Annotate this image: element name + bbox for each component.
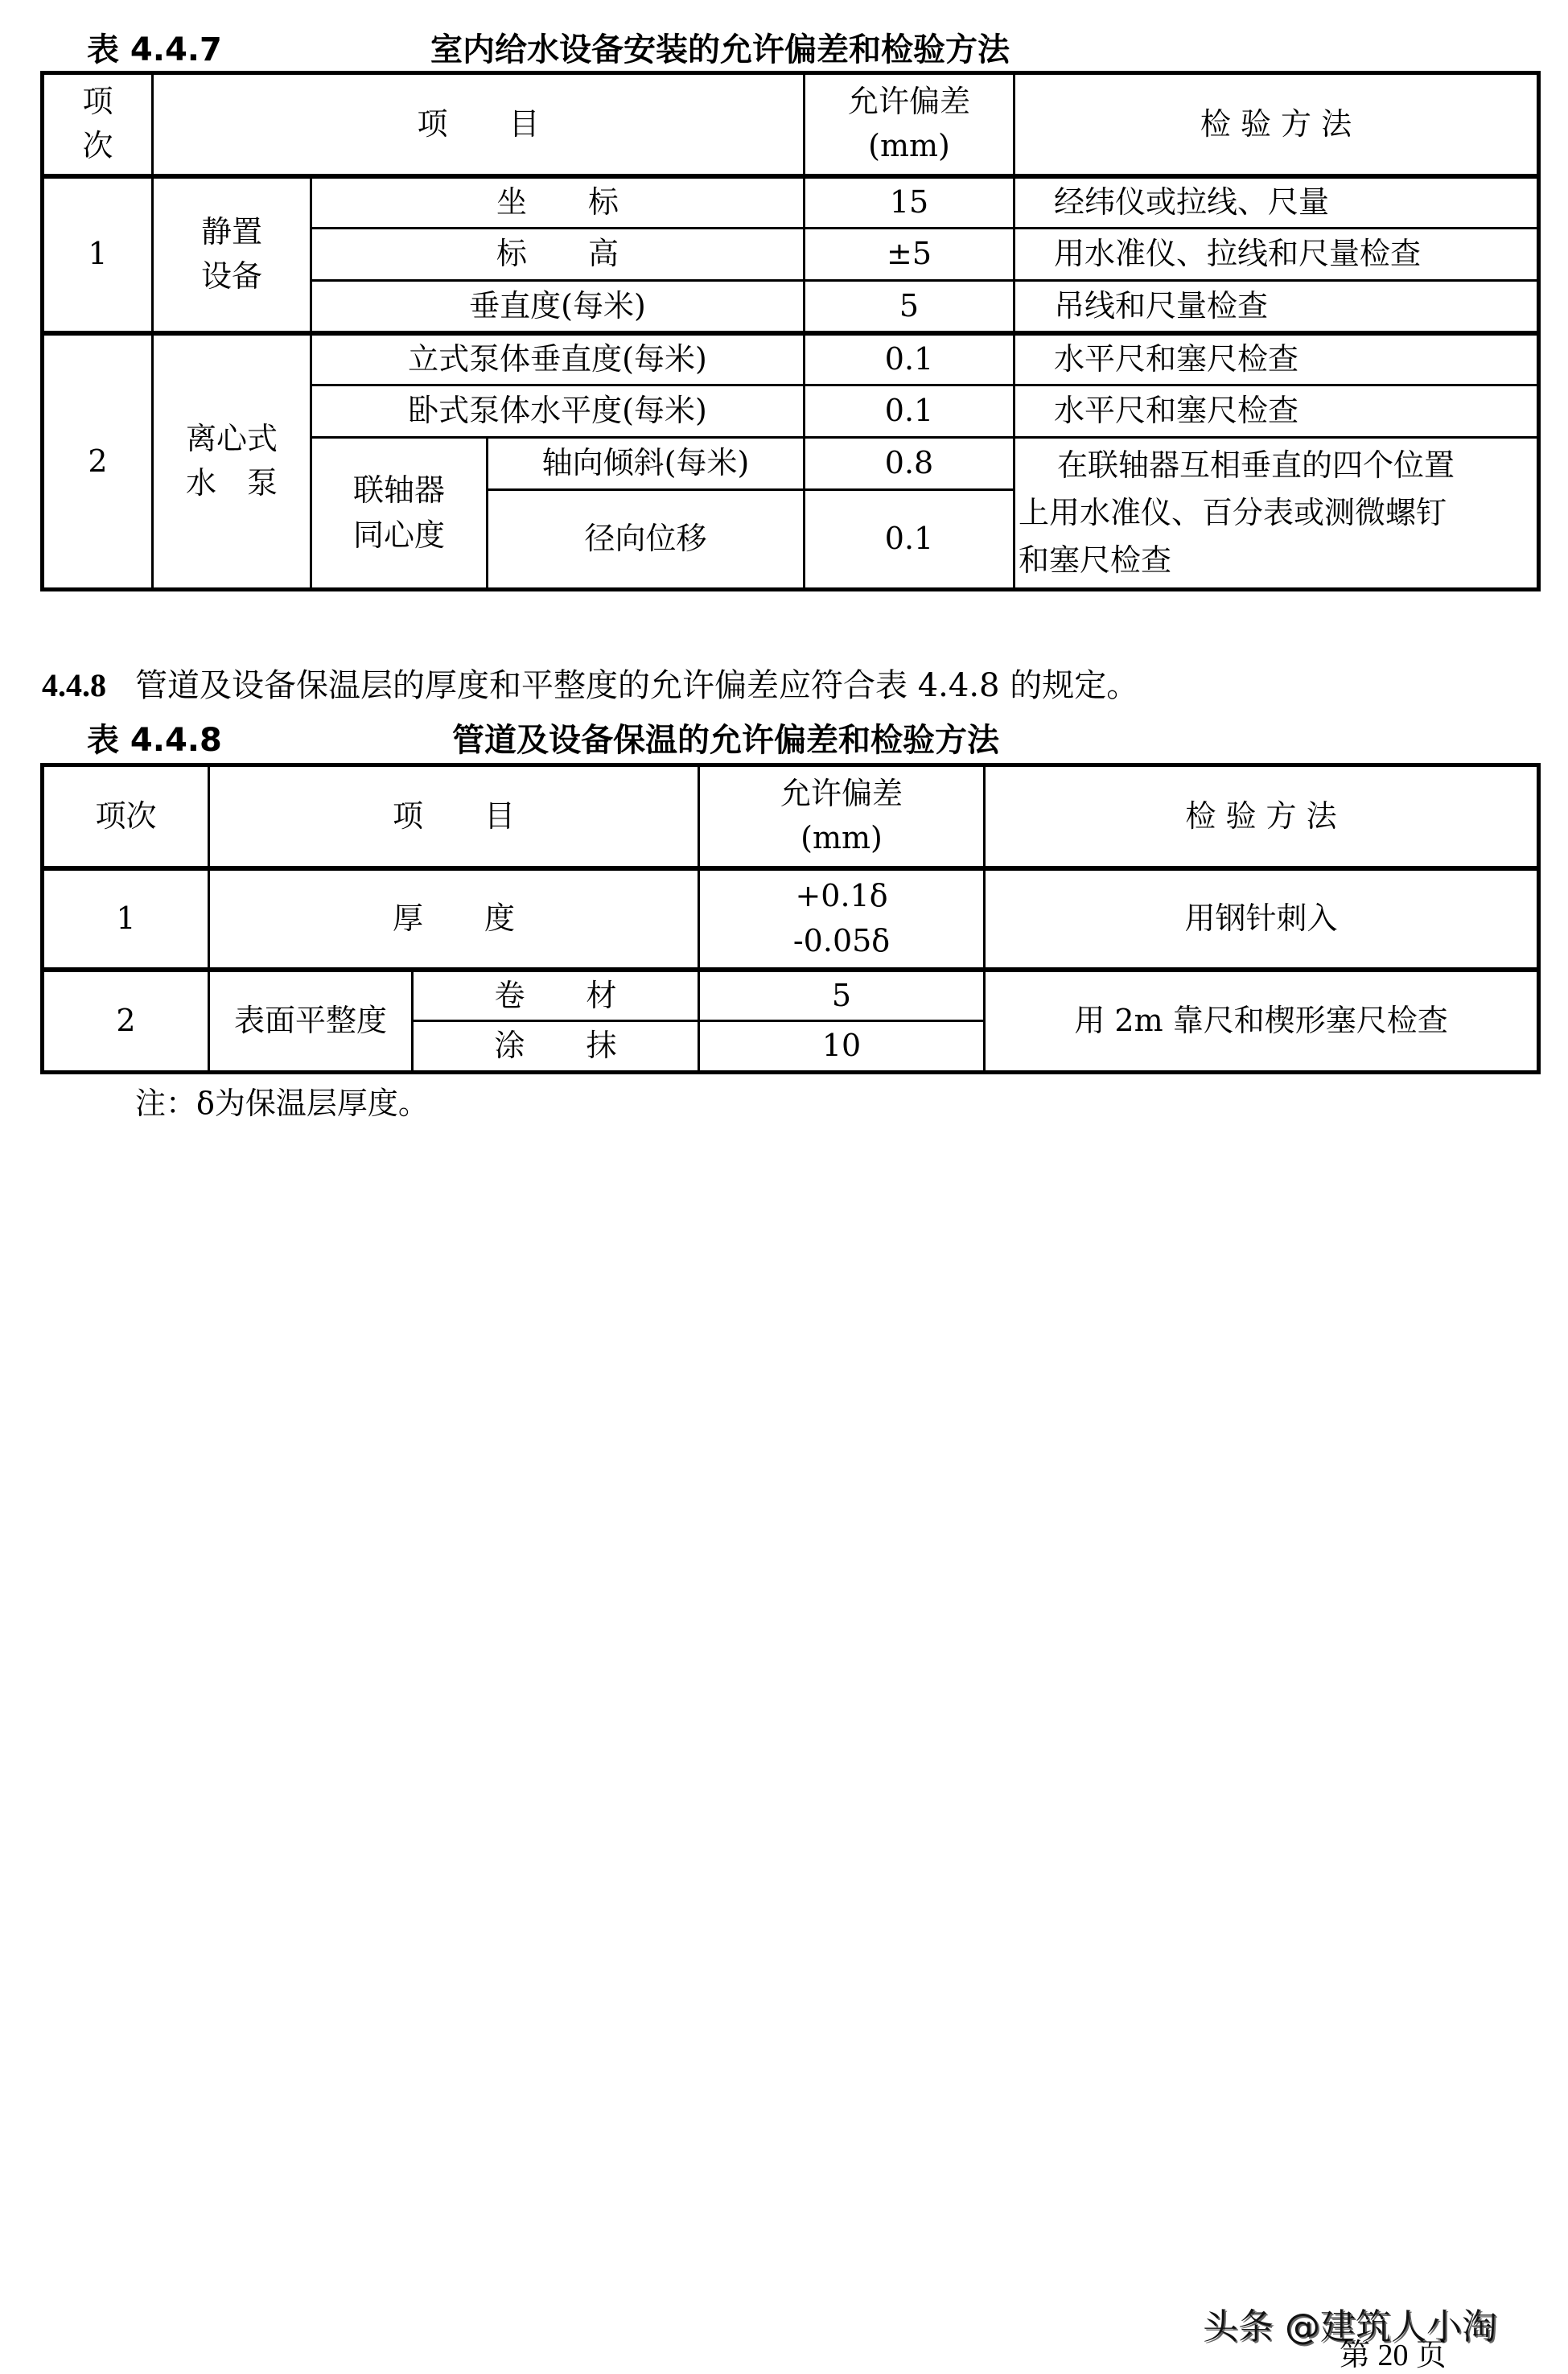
group-category: 离心式 水 泵 bbox=[153, 333, 311, 590]
row-tolerance: 15 bbox=[805, 176, 1014, 229]
table-448-header-row bbox=[43, 765, 1539, 868]
row-tolerance: +0.1δ -0.05δ bbox=[699, 868, 985, 970]
row-index: 2 bbox=[43, 970, 209, 1073]
table-row bbox=[43, 333, 1539, 385]
header-item: 项 目 bbox=[153, 73, 805, 176]
table-448-caption-number: 表 4.4.8 bbox=[87, 722, 222, 759]
row-tolerance: 0.1 bbox=[805, 490, 1014, 590]
row-method: 水平尺和塞尺检查 bbox=[1014, 333, 1539, 385]
row-item: 垂直度(每米) bbox=[311, 281, 805, 333]
table-447-caption-number: 表 4.4.7 bbox=[87, 31, 222, 68]
header-method: 检 验 方 法 bbox=[985, 765, 1539, 868]
table-448-note: 注：δ为保温层厚度。 bbox=[135, 1086, 429, 1121]
subgroup-label: 联轴器 同心度 bbox=[311, 438, 488, 590]
row-method: 用水准仪、拉线和尺量检查 bbox=[1014, 229, 1539, 281]
row-tolerance: 0.8 bbox=[805, 438, 1014, 490]
table-row bbox=[43, 970, 1539, 1021]
row-item: 立式泵体垂直度(每米) bbox=[311, 333, 805, 385]
page-number: 第 20 页 bbox=[1340, 2339, 1447, 2372]
watermark: 头条 @建筑人小淘 bbox=[1203, 2306, 1497, 2347]
row-tolerance: 5 bbox=[805, 281, 1014, 333]
row-index: 1 bbox=[43, 868, 209, 970]
row-method: 用钢针刺入 bbox=[985, 868, 1539, 970]
header-tolerance: 允许偏差 (mm) bbox=[699, 765, 985, 868]
row-item: 厚 度 bbox=[209, 868, 699, 970]
subrow-tolerance: 10 bbox=[699, 1021, 985, 1073]
subrow-item: 卷 材 bbox=[413, 970, 699, 1021]
row-item: 轴向倾斜(每米) bbox=[488, 438, 805, 490]
row-item: 卧式泵体水平度(每米) bbox=[311, 385, 805, 438]
clause-number: 4.4.8 bbox=[42, 667, 106, 703]
header-tolerance: 允许偏差 (mm) bbox=[805, 73, 1014, 176]
group-index: 2 bbox=[43, 333, 153, 590]
table-448 bbox=[40, 763, 1541, 1074]
row-item: 径向位移 bbox=[488, 490, 805, 590]
row-item: 坐 标 bbox=[311, 176, 805, 229]
clause-text: 管道及设备保温层的厚度和平整度的允许偏差应符合表 4.4.8 的规定。 bbox=[135, 667, 1139, 704]
row-tolerance: 0.1 bbox=[805, 333, 1014, 385]
table-447 bbox=[40, 71, 1541, 591]
header-item: 项 目 bbox=[209, 765, 699, 868]
row-item: 标 高 bbox=[311, 229, 805, 281]
row-method: 吊线和尺量检查 bbox=[1014, 281, 1539, 333]
table-row bbox=[43, 868, 1539, 970]
subrow-tolerance: 5 bbox=[699, 970, 985, 1021]
clause-448 bbox=[42, 660, 1138, 706]
row-tolerance: ±5 bbox=[805, 229, 1014, 281]
row-method: 经纬仪或拉线、尺量 bbox=[1014, 176, 1539, 229]
table-448-caption-title: 管道及设备保温的允许偏差和检验方法 bbox=[452, 722, 999, 759]
table-447-header-row bbox=[43, 73, 1539, 176]
table-447-caption-title: 室内给水设备安装的允许偏差和检验方法 bbox=[430, 31, 1010, 68]
row-category: 表面平整度 bbox=[209, 970, 413, 1073]
row-method: 水平尺和塞尺检查 bbox=[1014, 385, 1539, 438]
subrow-item: 涂 抹 bbox=[413, 1021, 699, 1073]
group-index: 1 bbox=[43, 176, 153, 333]
subgroup-method: 在联轴器互相垂直的四个位置 上用水准仪、百分表或测微螺钉 和塞尺检查 bbox=[1014, 438, 1539, 590]
row-tolerance: 0.1 bbox=[805, 385, 1014, 438]
header-method: 检 验 方 法 bbox=[1014, 73, 1539, 176]
header-index: 项次 bbox=[43, 765, 209, 868]
header-index: 项 次 bbox=[43, 73, 153, 176]
row-method: 用 2m 靠尺和楔形塞尺检查 bbox=[985, 970, 1539, 1073]
table-row bbox=[43, 176, 1539, 229]
group-category: 静置 设备 bbox=[153, 176, 311, 333]
